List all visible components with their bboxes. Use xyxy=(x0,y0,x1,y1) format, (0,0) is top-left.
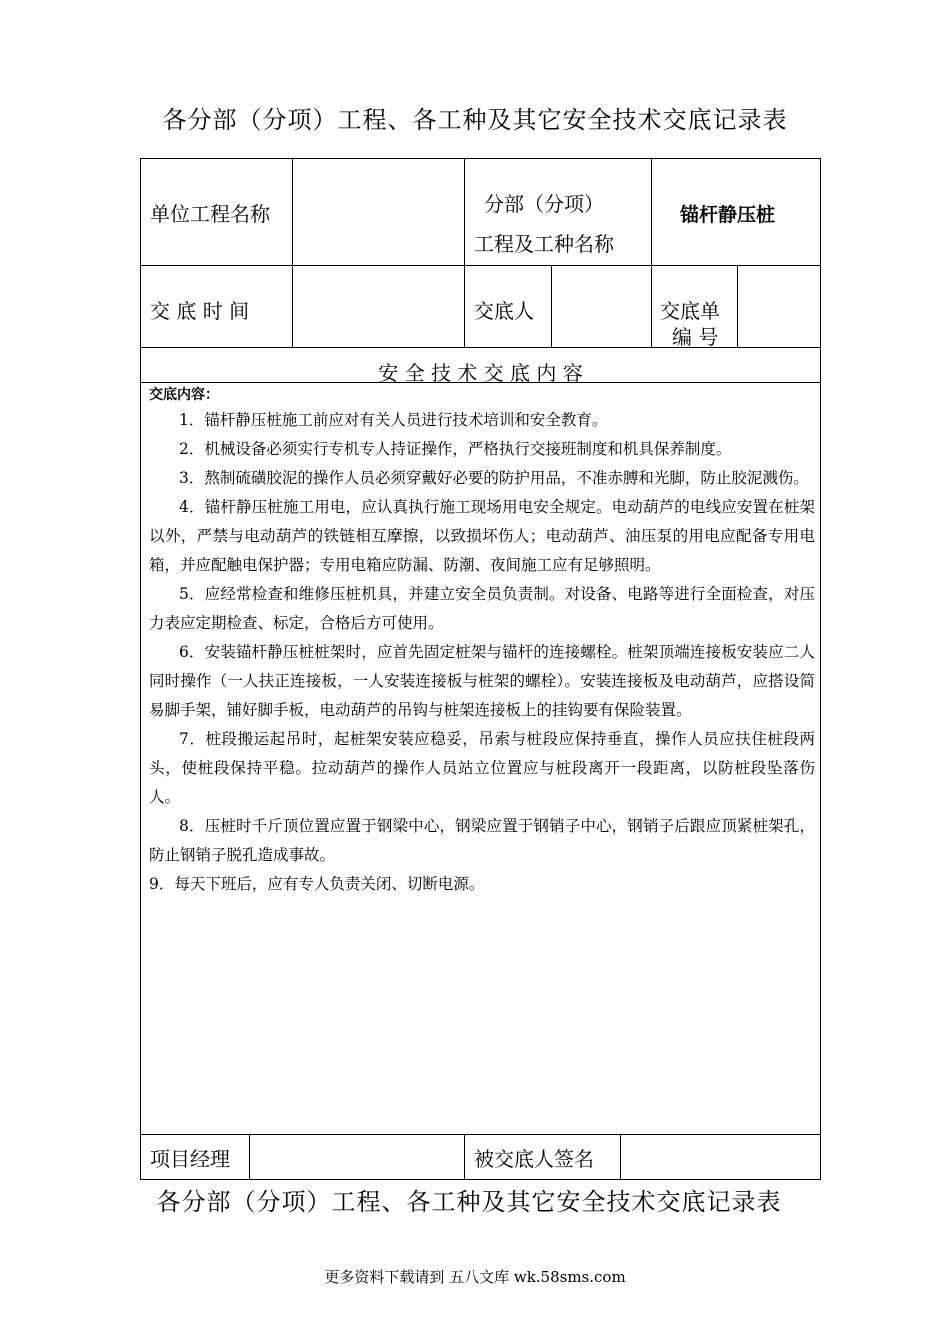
list-item: 1．锚杆静压桩施工前应对有关人员进行技术培训和安全教育。 xyxy=(179,411,608,429)
handover-person-label: 交底人 xyxy=(474,299,534,323)
list-item: 4．锚杆静压桩施工用电，应认真执行施工现场用电安全规定。电动葫芦的电线应安置在桩架以外，严禁与电动葫芦的铁链相互摩擦，以致损坏伤人；电动葫芦、油压泵的用电应配备专用电箱，并应配触电保护器；专用电箱应防漏、防潮、夜间施工应有足够照明。 xyxy=(149,498,815,574)
handover-time-label: 交 底 时 间 xyxy=(150,299,250,323)
col-divider xyxy=(464,1134,465,1180)
project-manager-label: 项目经理 xyxy=(150,1147,230,1171)
row-divider-4 xyxy=(140,1134,821,1135)
col-divider xyxy=(651,158,652,348)
sub-project-value: 锚杆静压桩 xyxy=(680,204,776,226)
list-item: 8．压桩时千斤顶位置应置于钢梁中心，钢梁应置于钢销子中心，钢销子后跟应顶紧桩架孔，防止钢销子脱孔造成事故。 xyxy=(149,817,815,864)
col-divider xyxy=(551,265,552,348)
content-heading: 交底内容： xyxy=(149,387,219,403)
table-border-right xyxy=(820,158,821,1180)
col-divider xyxy=(737,265,738,348)
recipient-signature-label: 被交底人签名 xyxy=(474,1147,594,1171)
row-divider-1 xyxy=(140,265,821,266)
sub-project-label-line1: 分部（分项） xyxy=(484,192,604,216)
section-header: 安 全 技 术 交 底 内 容 xyxy=(378,361,583,385)
footer-link[interactable]: 更多资料下载请到 五八文库 wk.58sms.com xyxy=(324,1268,626,1286)
sub-project-label-line2: 工程及工种名称 xyxy=(474,232,614,256)
handover-no-label-line1: 交底单 xyxy=(660,299,720,323)
col-divider xyxy=(249,1134,250,1180)
list-item: 9．每天下班后，应有专人负责关闭、切断电源。 xyxy=(149,875,485,893)
list-item: 5．应经常检查和维修压桩机具，并建立安全员负责制。对设备、电路等进行全面检查，对压力表应定期检查、标定，合格后方可使用。 xyxy=(149,585,815,632)
col-divider xyxy=(292,158,293,348)
col-divider xyxy=(620,1134,621,1180)
list-item: 2．机械设备必须实行专机专人持证操作，严格执行交接班制度和机具保养制度。 xyxy=(179,440,732,458)
table-border-bottom xyxy=(140,1179,821,1180)
page-title: 各分部（分项）工程、各工种及其它安全技术交底记录表 xyxy=(162,106,788,134)
unit-project-name-label: 单位工程名称 xyxy=(150,202,270,226)
handover-no-label-line2: 编 号 xyxy=(672,325,719,349)
row-divider-2 xyxy=(140,347,821,348)
list-item: 7．桩段搬运起吊时，起桩架安装应稳妥，吊索与桩段应保持垂直，操作人员应扶住桩段两头，使桩段保持平稳。拉动葫芦的操作人员站立位置应与桩段离开一段距离，以防桩段坠落伤人。 xyxy=(149,730,815,806)
col-divider xyxy=(464,158,465,348)
table-border-top xyxy=(140,158,821,159)
repeated-page-title: 各分部（分项）工程、各工种及其它安全技术交底记录表 xyxy=(156,1188,782,1216)
list-item: 3．熬制硫磺胶泥的操作人员必须穿戴好必要的防护用品，不准赤膊和光脚，防止胶泥溅伤。 xyxy=(179,469,809,487)
table-border-left xyxy=(140,158,141,1180)
list-item: 6．安装锚杆静压桩桩架时，应首先固定桩架与锚杆的连接螺栓。桩架顶端连接板安装应二人同时操作（一人扶正连接板，一人安装连接板与桩架的螺栓）。安装连接板及电动葫芦，应搭设简易脚手架，铺好脚手板，电动葫芦的吊钩与桩架连接板上的挂钩要有保险装置。 xyxy=(149,643,815,719)
briefing-content xyxy=(149,384,815,899)
